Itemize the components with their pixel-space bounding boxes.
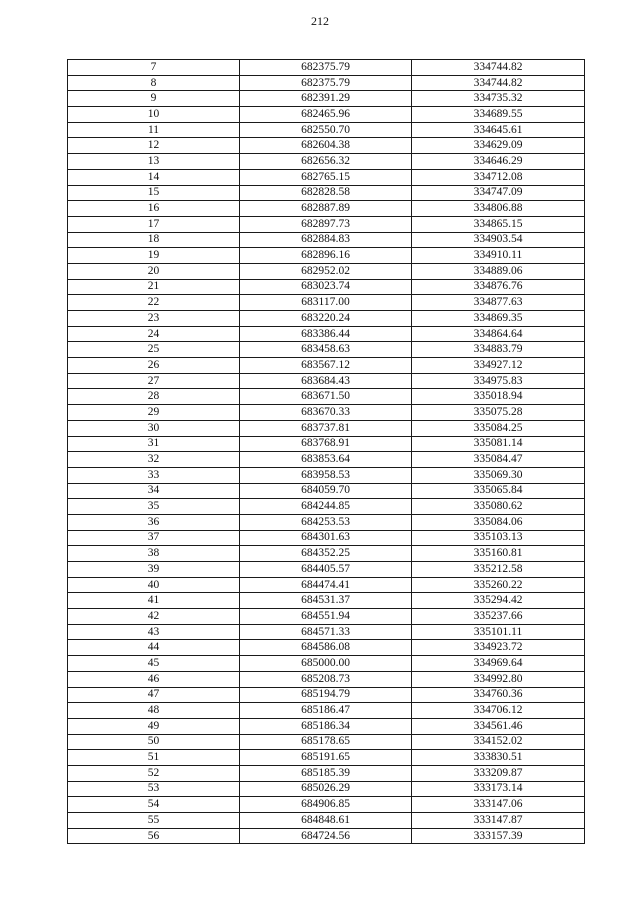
table-row <box>68 420 585 436</box>
y-coordinate-cell: 334869.35 <box>412 311 585 327</box>
x-coordinate-cell: 683684.43 <box>240 373 412 389</box>
point-number-cell: 24 <box>68 326 240 342</box>
point-number-cell: 33 <box>68 467 240 483</box>
x-coordinate-cell: 685185.39 <box>240 765 412 781</box>
y-coordinate-cell: 335101.11 <box>412 624 585 640</box>
y-coordinate-cell: 335065.84 <box>412 483 585 499</box>
table-row <box>68 436 585 452</box>
table-row <box>68 577 585 593</box>
table-row <box>68 781 585 797</box>
table-row <box>68 828 585 844</box>
table-row <box>68 154 585 170</box>
y-coordinate-cell: 334806.88 <box>412 201 585 217</box>
table-row <box>68 232 585 248</box>
table-row <box>68 640 585 656</box>
point-number-cell: 19 <box>68 248 240 264</box>
table-row <box>68 295 585 311</box>
point-number-cell: 17 <box>68 216 240 232</box>
x-coordinate-cell: 683737.81 <box>240 420 412 436</box>
x-coordinate-cell: 685194.79 <box>240 687 412 703</box>
y-coordinate-cell: 334645.61 <box>412 122 585 138</box>
y-coordinate-cell: 334689.55 <box>412 107 585 123</box>
y-coordinate-cell: 334152.02 <box>412 734 585 750</box>
x-coordinate-cell: 685191.65 <box>240 750 412 766</box>
x-coordinate-cell: 682896.16 <box>240 248 412 264</box>
table-row <box>68 452 585 468</box>
x-coordinate-cell: 684253.53 <box>240 514 412 530</box>
table-row <box>68 671 585 687</box>
y-coordinate-cell: 334969.64 <box>412 656 585 672</box>
y-coordinate-cell: 334735.32 <box>412 91 585 107</box>
y-coordinate-cell: 334923.72 <box>412 640 585 656</box>
y-coordinate-cell: 334646.29 <box>412 154 585 170</box>
table-row <box>68 703 585 719</box>
table-row <box>68 326 585 342</box>
y-coordinate-cell: 334910.11 <box>412 248 585 264</box>
x-coordinate-cell: 682391.29 <box>240 91 412 107</box>
y-coordinate-cell: 334760.36 <box>412 687 585 703</box>
x-coordinate-cell: 683958.53 <box>240 467 412 483</box>
point-number-cell: 34 <box>68 483 240 499</box>
y-coordinate-cell: 335075.28 <box>412 405 585 421</box>
x-coordinate-cell: 684474.41 <box>240 577 412 593</box>
point-number-cell: 35 <box>68 499 240 515</box>
x-coordinate-cell: 682828.58 <box>240 185 412 201</box>
table-row <box>68 138 585 154</box>
x-coordinate-cell: 684551.94 <box>240 609 412 625</box>
point-number-cell: 50 <box>68 734 240 750</box>
point-number-cell: 56 <box>68 828 240 844</box>
y-coordinate-cell: 335069.30 <box>412 467 585 483</box>
x-coordinate-cell: 685186.34 <box>240 718 412 734</box>
x-coordinate-cell: 683671.50 <box>240 389 412 405</box>
point-number-cell: 27 <box>68 373 240 389</box>
point-number-cell: 47 <box>68 687 240 703</box>
x-coordinate-cell: 682884.83 <box>240 232 412 248</box>
y-coordinate-cell: 334876.76 <box>412 279 585 295</box>
x-coordinate-cell: 682550.70 <box>240 122 412 138</box>
x-coordinate-cell: 682765.15 <box>240 169 412 185</box>
y-coordinate-cell: 335294.42 <box>412 593 585 609</box>
point-number-cell: 51 <box>68 750 240 766</box>
y-coordinate-cell: 334992.80 <box>412 671 585 687</box>
point-number-cell: 29 <box>68 405 240 421</box>
table-row <box>68 813 585 829</box>
x-coordinate-cell: 685208.73 <box>240 671 412 687</box>
point-number-cell: 9 <box>68 91 240 107</box>
y-coordinate-cell: 334744.82 <box>412 75 585 91</box>
point-number-cell: 43 <box>68 624 240 640</box>
y-coordinate-cell: 334877.63 <box>412 295 585 311</box>
table-row <box>68 546 585 562</box>
table-row <box>68 107 585 123</box>
y-coordinate-cell: 333209.87 <box>412 765 585 781</box>
point-number-cell: 31 <box>68 436 240 452</box>
y-coordinate-cell: 334975.83 <box>412 373 585 389</box>
point-number-cell: 21 <box>68 279 240 295</box>
x-coordinate-cell: 683768.91 <box>240 436 412 452</box>
table-row <box>68 467 585 483</box>
x-coordinate-cell: 682656.32 <box>240 154 412 170</box>
x-coordinate-cell: 682887.89 <box>240 201 412 217</box>
y-coordinate-cell: 334889.06 <box>412 263 585 279</box>
x-coordinate-cell: 683458.63 <box>240 342 412 358</box>
y-coordinate-cell: 335084.06 <box>412 514 585 530</box>
point-number-cell: 11 <box>68 122 240 138</box>
x-coordinate-cell: 684571.33 <box>240 624 412 640</box>
point-number-cell: 25 <box>68 342 240 358</box>
y-coordinate-cell: 333157.39 <box>412 828 585 844</box>
table-row <box>68 248 585 264</box>
x-coordinate-cell: 684724.56 <box>240 828 412 844</box>
point-number-cell: 39 <box>68 562 240 578</box>
point-number-cell: 7 <box>68 60 240 76</box>
x-coordinate-cell: 682604.38 <box>240 138 412 154</box>
point-number-cell: 53 <box>68 781 240 797</box>
point-number-cell: 48 <box>68 703 240 719</box>
table-row <box>68 373 585 389</box>
x-coordinate-cell: 685186.47 <box>240 703 412 719</box>
y-coordinate-cell: 333173.14 <box>412 781 585 797</box>
point-number-cell: 16 <box>68 201 240 217</box>
x-coordinate-cell: 684405.57 <box>240 562 412 578</box>
table-row <box>68 279 585 295</box>
point-number-cell: 49 <box>68 718 240 734</box>
x-coordinate-cell: 683117.00 <box>240 295 412 311</box>
y-coordinate-cell: 333147.87 <box>412 813 585 829</box>
y-coordinate-cell: 335160.81 <box>412 546 585 562</box>
point-number-cell: 42 <box>68 609 240 625</box>
y-coordinate-cell: 335103.13 <box>412 530 585 546</box>
point-number-cell: 40 <box>68 577 240 593</box>
point-number-cell: 12 <box>68 138 240 154</box>
table-row <box>68 624 585 640</box>
x-coordinate-cell: 683567.12 <box>240 358 412 374</box>
table-row <box>68 593 585 609</box>
table-row <box>68 734 585 750</box>
table-row <box>68 718 585 734</box>
table-row <box>68 75 585 91</box>
x-coordinate-cell: 685026.29 <box>240 781 412 797</box>
x-coordinate-cell: 683220.24 <box>240 311 412 327</box>
table-row <box>68 750 585 766</box>
x-coordinate-cell: 684244.85 <box>240 499 412 515</box>
x-coordinate-cell: 684848.61 <box>240 813 412 829</box>
point-number-cell: 26 <box>68 358 240 374</box>
x-coordinate-cell: 683670.33 <box>240 405 412 421</box>
y-coordinate-cell: 334561.46 <box>412 718 585 734</box>
x-coordinate-cell: 682375.79 <box>240 75 412 91</box>
point-number-cell: 36 <box>68 514 240 530</box>
point-number-cell: 54 <box>68 797 240 813</box>
x-coordinate-cell: 684352.25 <box>240 546 412 562</box>
point-number-cell: 8 <box>68 75 240 91</box>
y-coordinate-cell: 335084.47 <box>412 452 585 468</box>
x-coordinate-cell: 682952.02 <box>240 263 412 279</box>
coordinates-table <box>67 59 585 844</box>
y-coordinate-cell: 335080.62 <box>412 499 585 515</box>
y-coordinate-cell: 334903.54 <box>412 232 585 248</box>
table-row <box>68 185 585 201</box>
y-coordinate-cell: 335081.14 <box>412 436 585 452</box>
y-coordinate-cell: 334864.64 <box>412 326 585 342</box>
y-coordinate-cell: 335237.66 <box>412 609 585 625</box>
x-coordinate-cell: 684906.85 <box>240 797 412 813</box>
y-coordinate-cell: 334927.12 <box>412 358 585 374</box>
page-number: 212 <box>311 14 329 28</box>
point-number-cell: 52 <box>68 765 240 781</box>
x-coordinate-cell: 683853.64 <box>240 452 412 468</box>
x-coordinate-cell: 685178.65 <box>240 734 412 750</box>
point-number-cell: 38 <box>68 546 240 562</box>
table-row <box>68 60 585 76</box>
table-row <box>68 530 585 546</box>
point-number-cell: 14 <box>68 169 240 185</box>
point-number-cell: 20 <box>68 263 240 279</box>
y-coordinate-cell: 334747.09 <box>412 185 585 201</box>
table-row <box>68 216 585 232</box>
point-number-cell: 45 <box>68 656 240 672</box>
table-row <box>68 201 585 217</box>
x-coordinate-cell: 684586.08 <box>240 640 412 656</box>
point-number-cell: 13 <box>68 154 240 170</box>
point-number-cell: 30 <box>68 420 240 436</box>
y-coordinate-cell: 334744.82 <box>412 60 585 76</box>
y-coordinate-cell: 333830.51 <box>412 750 585 766</box>
table-row <box>68 169 585 185</box>
y-coordinate-cell: 335212.58 <box>412 562 585 578</box>
y-coordinate-cell: 335084.25 <box>412 420 585 436</box>
y-coordinate-cell: 334629.09 <box>412 138 585 154</box>
x-coordinate-cell: 683386.44 <box>240 326 412 342</box>
table-row <box>68 514 585 530</box>
table-row <box>68 405 585 421</box>
coordinates-table-body <box>68 60 585 844</box>
table-row <box>68 499 585 515</box>
table-row <box>68 358 585 374</box>
x-coordinate-cell: 682897.73 <box>240 216 412 232</box>
table-row <box>68 389 585 405</box>
y-coordinate-cell: 335260.22 <box>412 577 585 593</box>
y-coordinate-cell: 334706.12 <box>412 703 585 719</box>
x-coordinate-cell: 685000.00 <box>240 656 412 672</box>
y-coordinate-cell: 335018.94 <box>412 389 585 405</box>
x-coordinate-cell: 684301.63 <box>240 530 412 546</box>
y-coordinate-cell: 334865.15 <box>412 216 585 232</box>
point-number-cell: 18 <box>68 232 240 248</box>
table-row <box>68 765 585 781</box>
y-coordinate-cell: 334883.79 <box>412 342 585 358</box>
point-number-cell: 10 <box>68 107 240 123</box>
x-coordinate-cell: 683023.74 <box>240 279 412 295</box>
table-row <box>68 656 585 672</box>
x-coordinate-cell: 684531.37 <box>240 593 412 609</box>
table-row <box>68 687 585 703</box>
x-coordinate-cell: 682465.96 <box>240 107 412 123</box>
point-number-cell: 46 <box>68 671 240 687</box>
table-row <box>68 483 585 499</box>
x-coordinate-cell: 682375.79 <box>240 60 412 76</box>
table-row <box>68 91 585 107</box>
point-number-cell: 28 <box>68 389 240 405</box>
table-row <box>68 609 585 625</box>
table-row <box>68 342 585 358</box>
point-number-cell: 23 <box>68 311 240 327</box>
table-row <box>68 311 585 327</box>
point-number-cell: 22 <box>68 295 240 311</box>
point-number-cell: 55 <box>68 813 240 829</box>
x-coordinate-cell: 684059.70 <box>240 483 412 499</box>
y-coordinate-cell: 334712.08 <box>412 169 585 185</box>
y-coordinate-cell: 333147.06 <box>412 797 585 813</box>
table-row <box>68 263 585 279</box>
table-row <box>68 562 585 578</box>
point-number-cell: 37 <box>68 530 240 546</box>
point-number-cell: 15 <box>68 185 240 201</box>
table-row <box>68 122 585 138</box>
point-number-cell: 32 <box>68 452 240 468</box>
point-number-cell: 41 <box>68 593 240 609</box>
point-number-cell: 44 <box>68 640 240 656</box>
table-row <box>68 797 585 813</box>
